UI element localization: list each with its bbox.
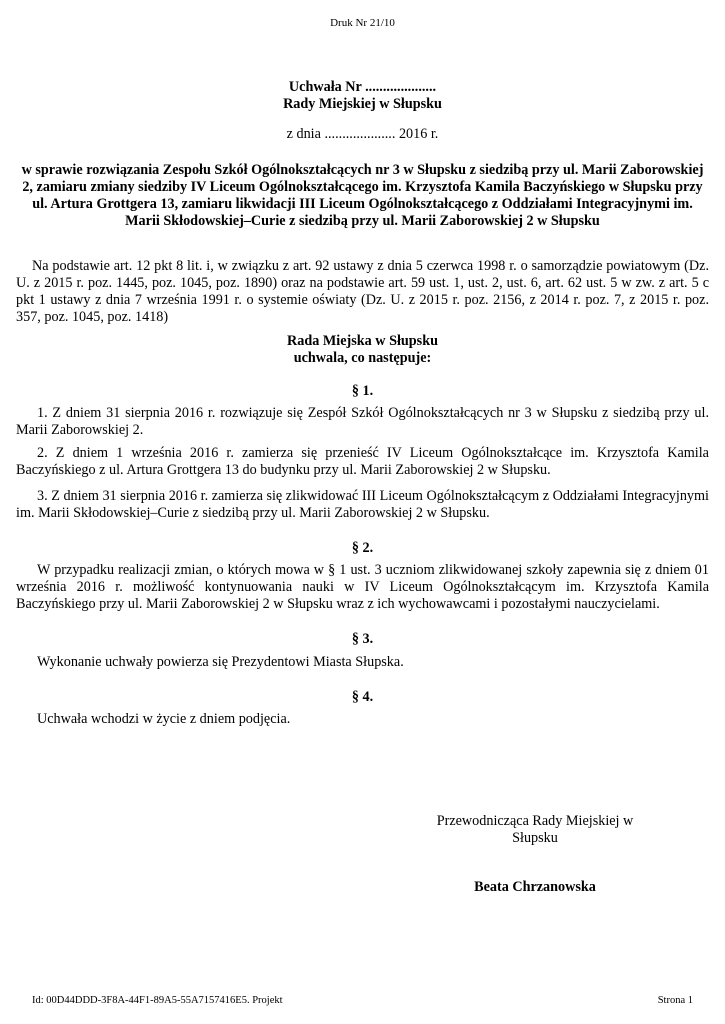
council-decides: [0, 333, 725, 367]
section-2-heading: § 2.: [351, 540, 374, 556]
resolution-subject: w sprawie rozwiązania Zespołu Szkół Ogólnokształcących nr 3 w Słupsku z siedzibą przy ul. Marii Zaborowskiej 2, zamiaru zmiany siedziby IV Liceum Ogólnokształcącego im. Krzysztofa Kamila Baczyńskiego w Słupsku przy ul. Artura Grottgera 13, zamiaru likwidacji III Liceum Ogólnokształcącego z Oddziałami Integracyjnymi im. Marii Skłodowskiej–Curie z siedzibą przy ul. Marii Zaborowskiej 2 w Słupsku: [21, 162, 704, 229]
section-3-paragraph-1: Wykonanie uchwały powierza się Prezydentowi Miasta Słupska.: [37, 654, 404, 670]
signature-title-line1: Przewodnicząca Rady Miejskiej w: [436, 813, 634, 829]
resolution-title: [0, 79, 725, 113]
footer-page-number: Strona 1: [657, 995, 693, 1006]
council-decides-line1: Rada Miejska w Słupsku: [287, 333, 438, 349]
section-4-paragraph-1: Uchwała wchodzi w życie z dniem podjęcia.: [37, 711, 291, 727]
section-1-paragraph-3: 3. Z dniem 31 sierpnia 2016 r. zamierza się zlikwidować III Liceum Ogólnokształcącym z Oddziałami Integracyjnymi im. Marii Skłodowskiej–Curie z siedzibą przy ul. Marii Zaborowskiej 2 w Słupsku.: [16, 488, 709, 521]
footer-document-id: Id: 00D44DDD-3F8A-44F1-89A5-55A7157416E5. Projekt: [32, 995, 283, 1006]
council-decides-line2: uchwala, co następuje:: [293, 350, 432, 366]
resolution-number: Uchwała Nr ....................: [288, 79, 437, 95]
signature-name: Beata Chrzanowska: [474, 879, 596, 895]
section-1-paragraph-2: 2. Z dniem 1 września 2016 r. zamierza się przenieść IV Liceum Ogólnokształcące im. Krzysztofa Kamila Baczyńskiego z ul. Artura Grottgera 13 do budynku przy ul. Marii Zaborowskiej 2 w Słupsku.: [16, 445, 709, 478]
print-number: Druk Nr 21/10: [330, 17, 395, 29]
section-4-heading: § 4.: [351, 689, 374, 705]
signature-title-line2: Słupsku: [512, 830, 558, 846]
section-1-heading: § 1.: [351, 383, 374, 399]
section-2-paragraph-1: W przypadku realizacji zmian, o których mowa w § 1 ust. 3 uczniom zlikwidowanej szkoły zapewnia się z dniem 01 września 2016 r. możliwość kontynuowania nauki w IV Liceum Ogólnokształcącym im. Krzysztofa Kamila Baczyńskiego przy ul. Marii Zaborowskiej 2 w Słupsku wraz z ich wychowawcami i pozostałymi nauczycielami.: [16, 562, 709, 612]
section-1-paragraph-1: 1. Z dniem 31 sierpnia 2016 r. rozwiązuje się Zespół Szkół Ogólnokształcących nr 3 w Słupsku z siedzibą przy ul. Marii Zaborowskiej 2.: [16, 405, 709, 438]
resolution-date: z dnia .................... 2016 r.: [286, 126, 439, 142]
section-3-heading: § 3.: [351, 631, 374, 647]
council-name: Rady Miejskiej w Słupsku: [283, 96, 442, 112]
legal-basis: Na podstawie art. 12 pkt 8 lit. i, w związku z art. 92 ustawy z dnia 5 czerwca 1998 r. o samorządzie powiatowym (Dz. U. z 2015 r. poz. 1445, poz. 1045, poz. 1890) oraz na podstawie art. 59 ust. 1, ust. 2, ust. 6, art. 62 ust. 5 w zw. z art. 5 c pkt 1 ustawy z dnia 7 września 1991 r. o systemie oświaty (Dz. U. z 2015 r. poz. 2156, z 2014 r. poz. 7, z 2015 r. poz. 357, poz. 1045, poz. 1418): [16, 258, 709, 325]
signature-title: [420, 813, 650, 847]
